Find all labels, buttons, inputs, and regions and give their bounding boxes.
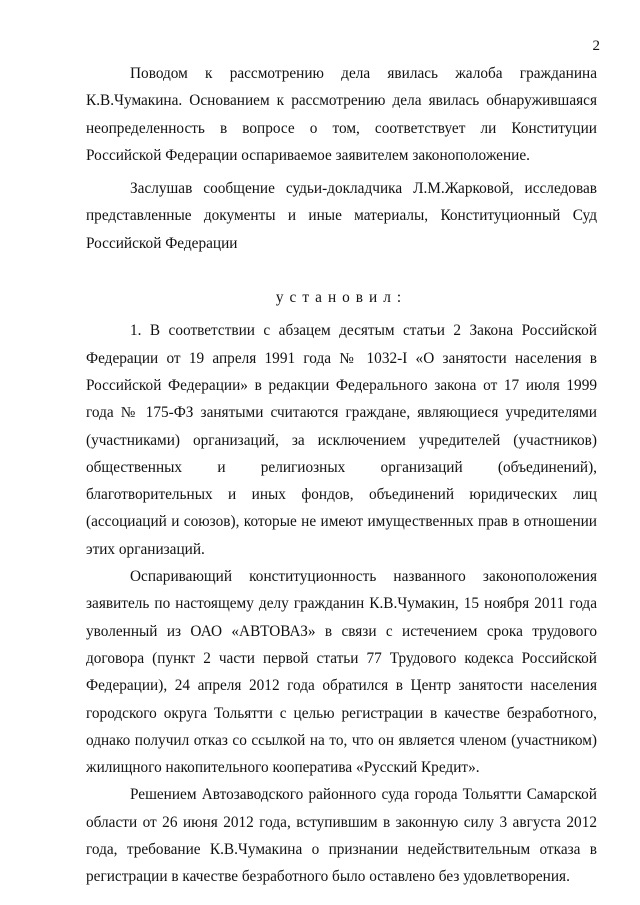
intro-paragraph-1: Поводом к рассмотрению дела явилась жалоба гражданина К.В.Чумакина. Основанием к рассмотрению дела явилась обнаружившаяся неопределенность в вопросе о том, соответствует ли Конституции Российской Федерации оспариваемое заявителем законоположение. [86,65,597,164]
body-paragraph-1: 1. В соответствии с абзацем десятым статьи 2 Закона Российской Федерации от 19 апреля 1991 года № 1032-I «О занятости населения в Российской Федерации» в редакции Федерального закона от 17 июля 1999 года № 175-ФЗ занятыми считаются граждане, являющиеся учредителями (участниками) организаций, за исключением учредителей (участников) общественных и религиозных организаций (объединений), благотворительных и иных фондов, объединений юридических лиц (ассоциаций и союзов), которые не имеют имущественных прав в отношении этих организаций. [86,322,597,558]
body-paragraph-3: Решением Автозаводского районного суда города Тольятти Самарской области от 26 июня 2012 года, вступившим в законную силу 3 августа 2012 года, требование К.В.Чумакина о признании недействительным отказа в регистрации в качестве безработного было оставлено без удовлетворения. [86,786,597,886]
section-heading: установил: [275,289,408,307]
heading-gap [86,257,597,284]
document-text [86,60,597,891]
page-number: 2 [592,38,600,54]
intro-paragraph-2: Заслушав сообщение судьи-докладчика Л.М.Жарковой, исследовав представленные документы и иные материалы, Конституционный Суд Российской Федерации [86,180,597,252]
body-paragraph-2: Оспаривающий конституционность названного законоположения заявитель по настоящему делу гражданин К.В.Чумакин, 15 ноября 2011 года уволенный из ОАО «АВТОВАЗ» в связи с истечением срока трудового договора (пункт 2 части первой статьи 77 Трудового кодекса Российской Федерации), 24 апреля 2012 года обратился в Центр занятости населения городского округа Тольятти с целью регистрации в качестве безработного, однако получил отказ со ссылкой на то, что он является членом (участником) жилищного накопительного кооператива «Русский Кредит». [86,568,597,777]
